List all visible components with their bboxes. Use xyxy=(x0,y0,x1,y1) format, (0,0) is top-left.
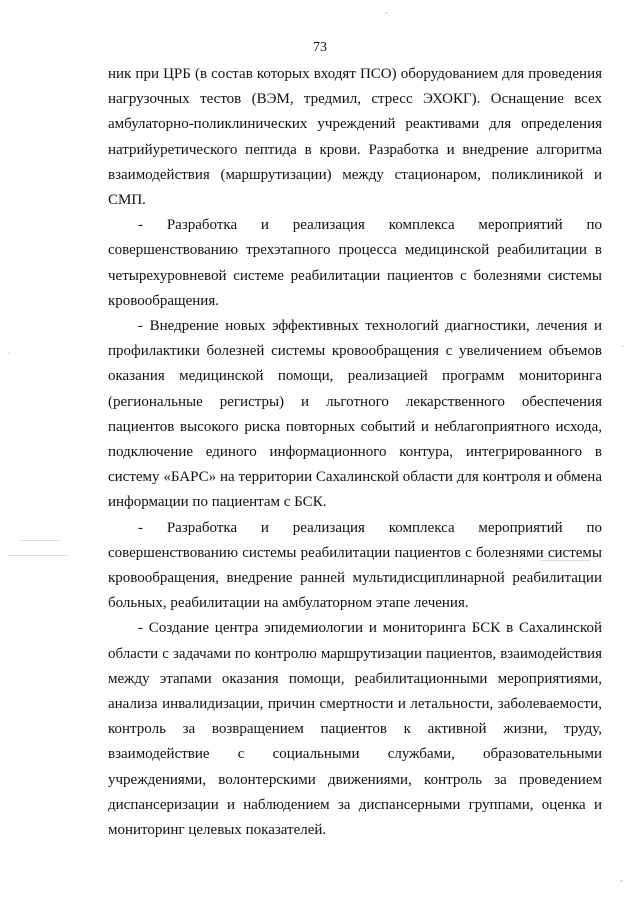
scan-speck xyxy=(620,880,623,882)
scan-speck xyxy=(8,352,10,354)
paragraph-epidemiology-center: - Создание центра эпидемиологии и мониторинга БСК в Сахалинской области с задачами по контролю маршрутизации пациентов, взаимодействия между этапами оказания помощи, реабилитационными мероприятиями, анализа инвалидизации, причин смертности и летальности, заболеваемости, контроль за возвращением пациентов к активной жизни, труду, взаимодействие с социальными службами, образовательными учреждениями, волонтерскими движениями, контроль за проведением диспансеризации и наблюдением за диспансерными группами, оценка и мониторинг целевых показателей. xyxy=(108,620,602,839)
scan-speck xyxy=(540,560,590,561)
scan-speck xyxy=(20,540,60,541)
paragraph-rehabilitation-system: - Разработка и реализация комплекса мероприятий по совершенствованию системы реабилитации пациентов с болезнями системы кровообращения, внедрение ранней мультидисциплинарной реабилитации больных, реабилитации на амбулаторном этапе лечения. xyxy=(108,519,602,612)
paragraph-new-technologies: - Внедрение новых эффективных технологий диагностики, лечения и профилактики болезней системы кровообращения с увеличением объемов оказания медицинской помощи, реализацией программ мониторинга (региональные регистры) и льготного лекарственного обеспечения пациентов высокого риска повторных событий и неблагоприятного исхода, подключение единого информационного контура, интегрированного в систему «БАРС» на территории Сахалинской области для контроля и обмена информации по пациентам с БСК. xyxy=(108,318,602,511)
page-body xyxy=(108,62,602,843)
paragraph-rehabilitation-process: - Разработка и реализация комплекса мероприятий по совершенствованию трехэтапного процесса медицинской реабилитации в четырехуровневой системе реабилитации пациентов с болезнями системы кровообращения. xyxy=(108,217,602,309)
paragraph-equipment: ник при ЦРБ (в состав которых входят ПСО) оборудованием для проведения нагрузочных тестов (ВЭМ, тредмил, стресс ЭХОКГ). Оснащение всех амбулаторно-поликлинических учреждений реактивами для определения натрийуретического пептида в крови. Разработка и внедрение алгоритма взаимодействия (маршрутизации) между стационаром, поликлиникой и СМП. xyxy=(108,66,602,209)
page-number: 73 xyxy=(313,40,327,55)
scan-speck xyxy=(622,345,624,347)
scan-speck xyxy=(8,555,68,556)
scan-speck xyxy=(385,12,388,14)
